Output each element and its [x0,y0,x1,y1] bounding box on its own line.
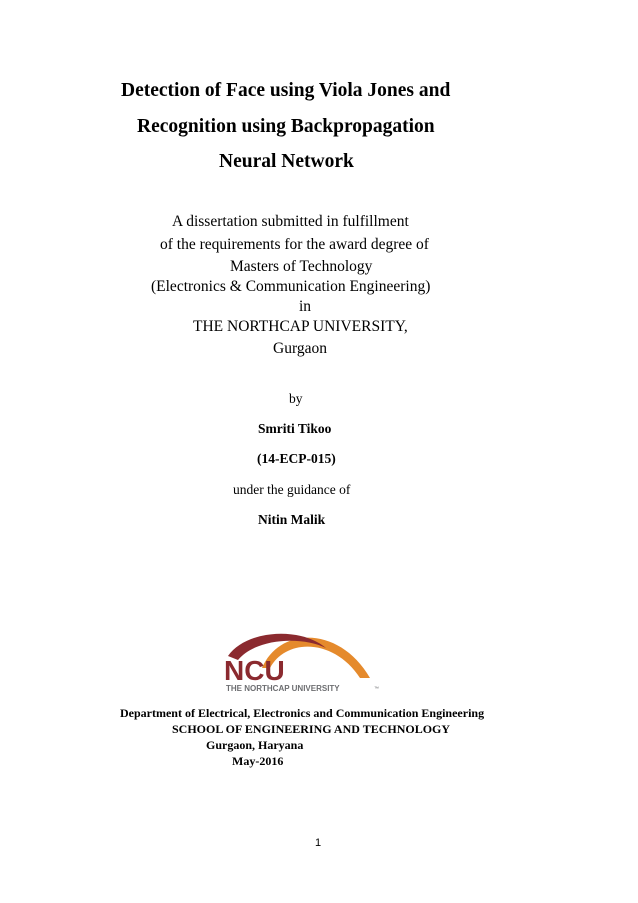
submission-line-3: Masters of Technology [230,258,373,275]
guide-name: Nitin Malik [258,512,326,527]
logo-acronym: NCU [224,655,285,686]
logo-trademark: ™ [374,686,379,692]
submission-line-2: of the requirements for the award degree of [160,236,429,253]
school-line: SCHOOL OF ENGINEERING AND TECHNOLOGY [172,722,451,736]
title-line-3: Neural Network [219,151,354,172]
guidance-label: under the guidance of [233,482,351,497]
title-line-1: Detection of Face using Viola Jones and [121,80,451,101]
submission-line-5: in [299,298,312,315]
author-name: Smriti Tikoo [258,421,332,436]
author-roll-number: (14-ECP-015) [257,451,336,466]
by-label: by [289,391,303,406]
submission-line-6: THE NORTHCAP UNIVERSITY, [193,318,408,335]
location-line: Gurgaon, Haryana [206,738,304,752]
university-logo [222,628,382,694]
date-line: May-2016 [232,754,284,768]
page-number: 1 [315,837,322,849]
submission-line-4: (Electronics & Communication Engineering) [151,278,431,295]
logo-tagline: THE NORTHCAP UNIVERSITY [226,684,340,693]
title-line-2: Recognition using Backpropagation [137,116,435,137]
department-line: Department of Electrical, Electronics and Communication Engineering [120,706,485,720]
submission-line-1: A dissertation submitted in fulfillment [172,213,409,230]
submission-line-7: Gurgaon [273,340,327,357]
